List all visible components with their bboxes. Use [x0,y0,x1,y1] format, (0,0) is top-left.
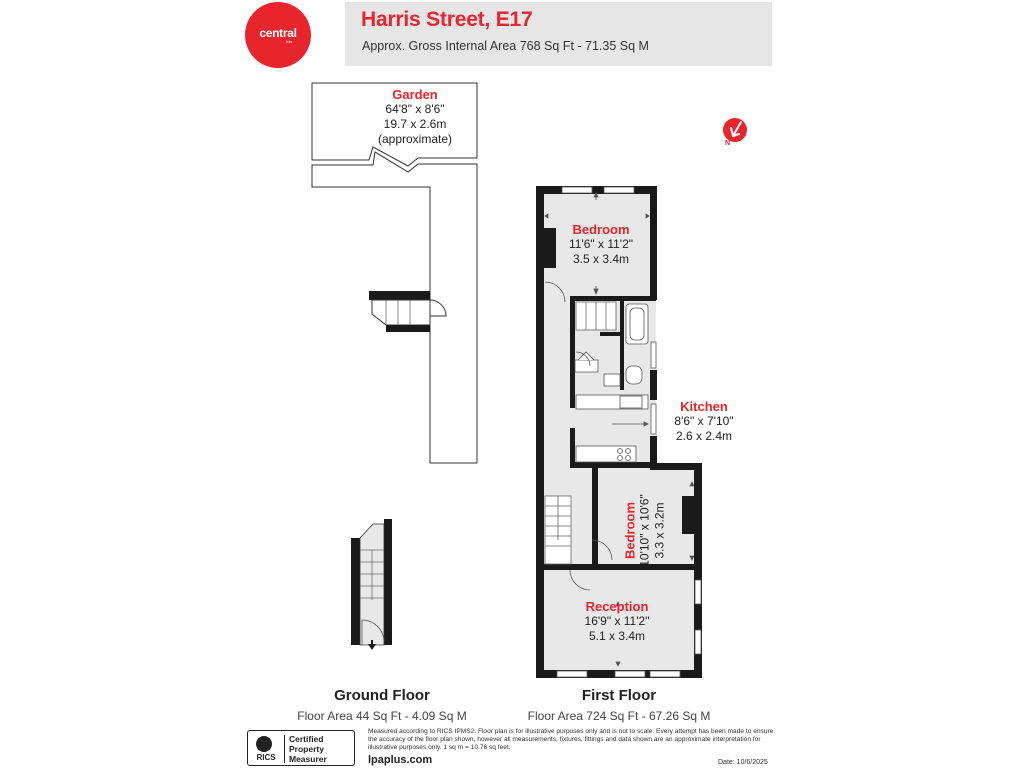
garden-metric: 19.7 x 2.6m [383,117,447,131]
room-label-kitchen [664,399,744,444]
reception-name: Reception [585,599,649,614]
garden-note: (approximate) [377,132,453,146]
bedroom-2-name: Bedroom [622,501,638,560]
reception-imperial: 16'9" x 11'2" [584,614,650,628]
room-label-reception [572,599,662,644]
bedroom-2-metric: 3.3 x 3.2m [652,502,667,559]
logo-subtext: lets [285,38,293,44]
ground-floor-stair-landing [369,291,446,332]
first-floor-area: Floor Area 724 Sq Ft - 67.26 Sq M [527,709,711,723]
website-link[interactable]: lpaplus.com [368,754,433,766]
kitchen-name: Kitchen [680,399,728,414]
first-floor-caption [512,687,726,723]
room-label-bedroom-2 [623,486,668,576]
logo-text: central [259,25,297,40]
rics-certified-badge [247,730,355,766]
ground-floor-title: Ground Floor [334,687,430,704]
ground-floor-entrance-stair [351,519,392,650]
badge-text [289,734,327,764]
badge-line-2: Property [289,744,324,754]
room-label-garden [355,87,475,147]
reception-metric: 5.1 x 3.4m [588,629,646,643]
rics-emblem-icon [256,736,272,752]
property-title: Harris Street, E17 [361,8,533,31]
badge-line-3: Measurer [289,754,327,764]
ground-floor-caption [282,687,482,723]
kitchen-metric: 2.6 x 2.4m [675,429,733,443]
garden-name: Garden [392,87,438,102]
compass-north-label: N [725,140,731,147]
rics-word: RICS [256,753,276,762]
badge-line-1: Certified [289,734,324,744]
north-compass-icon [723,118,747,142]
bedroom-2-imperial: 10'10" x 10'6" [637,494,652,567]
first-floor-title: First Floor [581,687,657,704]
bedroom-1-metric: 3.5 x 3.4m [572,252,630,266]
room-label-bedroom-1 [558,222,644,267]
gross-area-text: Approx. Gross Internal Area 768 Sq Ft - 71.35 Sq M [362,39,649,53]
bedroom-1-name: Bedroom [572,222,630,237]
garden-imperial: 64'8" x 8'6" [385,102,445,116]
badge-divider [284,735,285,763]
bedroom-1-imperial: 11'6" x 11'2" [568,237,634,251]
disclaimer-text: Measured according to RICS IPMS2. Floor plan is for illustrative purposes only and is not to scale. Every attempt has been made to ensure the accuracy of the floor plan shown, however all measurements, fixtures, fittings and data shown are an approximate interpretation for illustrative purposes only. 1 sq m = 10.76 sq feet. [368,728,774,751]
kitchen-imperial: 8'6" x 7'10" [674,414,734,428]
plan-date: Date: 10/6/2025 [718,759,768,766]
ground-floor-area: Floor Area 44 Sq Ft - 4.09 Sq M [297,709,467,723]
